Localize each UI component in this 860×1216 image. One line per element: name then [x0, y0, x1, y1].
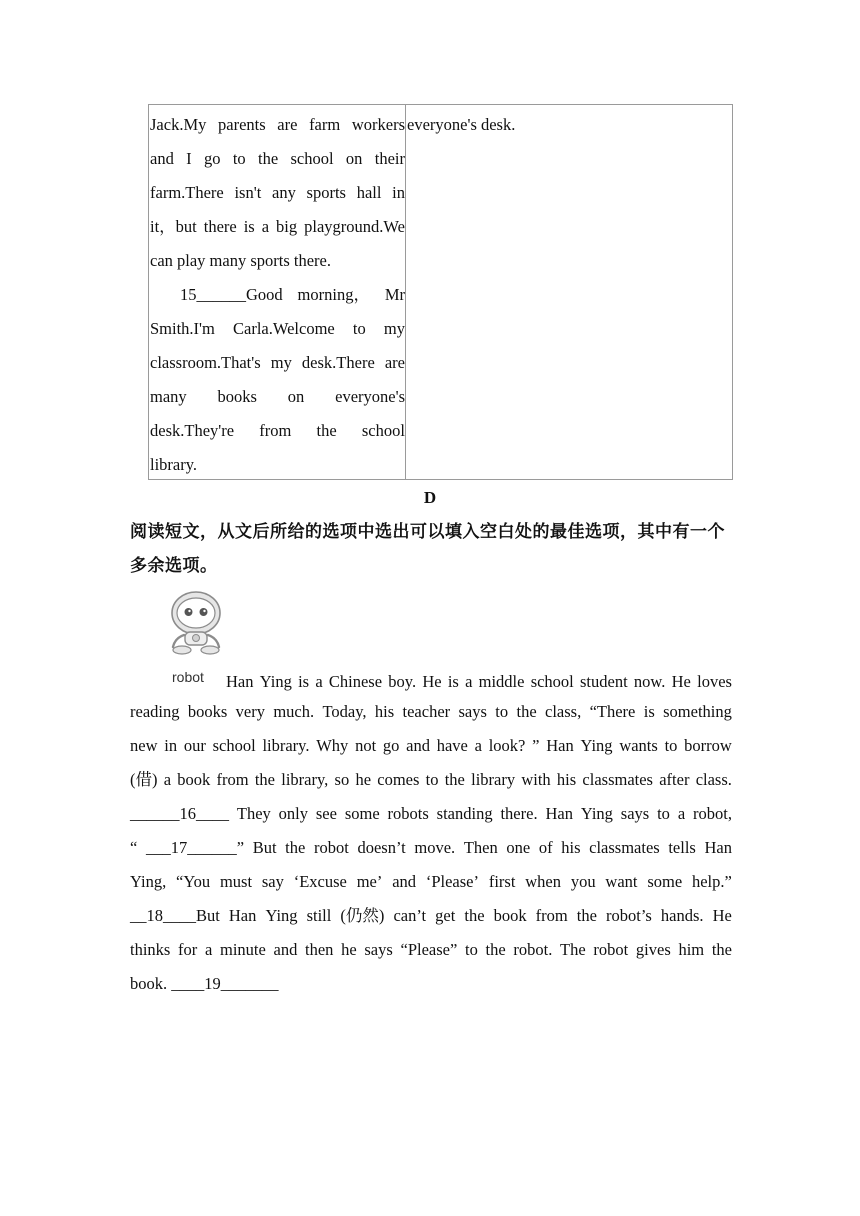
word: desk.They're [150, 421, 235, 440]
word: middle [478, 672, 525, 691]
word: says [364, 940, 393, 959]
word: tells [668, 838, 696, 857]
word: can’t [393, 906, 427, 925]
passage-line [130, 938, 732, 968]
word: from [216, 770, 249, 789]
word: and [392, 872, 417, 891]
word: class, [545, 702, 582, 721]
passage-line: book. ____19_______ [130, 974, 279, 993]
word: Ying, [130, 872, 167, 891]
word: says [458, 702, 487, 721]
table-left-line [150, 419, 405, 453]
word: it，but [150, 217, 197, 236]
word: one [506, 838, 531, 857]
word: many [150, 387, 187, 406]
word: not [355, 736, 377, 755]
word: the [576, 906, 597, 925]
word: a [465, 672, 473, 691]
table-cell-right [407, 113, 727, 147]
word: robots [387, 804, 429, 823]
word: farm.There [150, 183, 224, 202]
word: desk.There [301, 353, 375, 372]
word: my [383, 319, 405, 338]
word: standing [436, 804, 493, 823]
word: very [235, 702, 265, 721]
instruction-line-2: 多余选项。 [130, 556, 218, 576]
word: Then [463, 838, 498, 857]
robot-caption: robot [172, 669, 204, 685]
passage-line [130, 870, 732, 900]
word: to [495, 702, 509, 721]
word: the [254, 770, 276, 789]
word: books [187, 702, 228, 721]
word: Han [546, 736, 574, 755]
word: ___17______” [145, 838, 245, 857]
word: in [164, 736, 178, 755]
word: for [178, 940, 198, 959]
word: library, [281, 770, 329, 789]
word: is [447, 672, 459, 691]
word: student [580, 672, 628, 691]
word: get [435, 906, 456, 925]
word: new [130, 736, 158, 755]
word: classmates [582, 770, 653, 789]
word: boy. [388, 672, 417, 691]
table-column-divider [405, 105, 406, 479]
word: and [150, 149, 174, 168]
word: something [663, 702, 732, 721]
word: Why [316, 736, 349, 755]
passage-line [130, 904, 732, 934]
word: of [538, 838, 553, 857]
word: gives [635, 940, 671, 959]
word: any [272, 183, 296, 202]
word: 15______Good [180, 285, 283, 304]
word: you [570, 872, 596, 891]
word: loves [697, 672, 732, 691]
word: hall [356, 183, 382, 202]
word: move. [414, 838, 456, 857]
word: Mr [384, 285, 405, 304]
passage-line [130, 768, 732, 798]
word: big [276, 217, 298, 236]
table-cell-left [150, 113, 405, 487]
word: isn't [234, 183, 262, 202]
word: on [345, 149, 363, 168]
word: classmates [589, 838, 660, 857]
word: want [605, 872, 638, 891]
passage-line [130, 836, 732, 866]
word: the [516, 702, 537, 721]
robot-icon [165, 590, 227, 656]
word: “ [130, 838, 138, 857]
word: I [186, 149, 192, 168]
word: Han [226, 672, 254, 691]
word: when [525, 872, 561, 891]
word: the [485, 940, 506, 959]
table-left-line [150, 317, 405, 351]
passage-line [130, 802, 732, 832]
table-left-line [150, 113, 405, 147]
word: go [203, 149, 221, 168]
word: “Please” [400, 940, 458, 959]
word: __18____But [130, 906, 220, 925]
word: after [659, 770, 690, 789]
word: says [620, 804, 650, 823]
table-left-line [150, 215, 405, 249]
word: hands. [660, 906, 704, 925]
word: “You [176, 872, 211, 891]
word: there [203, 217, 237, 236]
word: to [664, 736, 678, 755]
word: library. [262, 736, 310, 755]
word: there. [500, 804, 538, 823]
word: Ying [580, 736, 613, 755]
word: still [306, 906, 332, 925]
section-title: D [423, 488, 437, 507]
word: Jack.My [150, 115, 207, 134]
word: everyone's [335, 387, 405, 406]
word: he [341, 940, 357, 959]
word: a [204, 940, 213, 959]
word: Ying [259, 672, 292, 691]
word: He [671, 672, 691, 691]
word: Today, [322, 702, 367, 721]
word: Ying [580, 804, 613, 823]
word: to [657, 804, 670, 823]
word: our [183, 736, 206, 755]
word: He [422, 672, 442, 691]
word: from [259, 421, 292, 440]
word: in [392, 183, 405, 202]
word: only [278, 804, 308, 823]
table-left-line [150, 147, 405, 181]
word: class. [695, 770, 732, 789]
word: the [711, 940, 732, 959]
word: so [334, 770, 350, 789]
word: on [287, 387, 305, 406]
word: book [177, 770, 211, 789]
word: must [219, 872, 253, 891]
word: Carla.Welcome [233, 319, 335, 338]
word: the [316, 421, 337, 440]
word: “There [589, 702, 636, 721]
word: are [384, 353, 405, 372]
word: look? [488, 736, 526, 755]
word: school [290, 149, 334, 168]
word: with [521, 770, 551, 789]
passage-line [226, 670, 732, 700]
word: first [488, 872, 516, 891]
table-left-line [150, 351, 405, 385]
word: workers [351, 115, 405, 134]
word: parents [218, 115, 266, 134]
word: from [535, 906, 568, 925]
table-left-line: library. [150, 455, 198, 474]
word: (借) [130, 770, 158, 789]
word: see [315, 804, 337, 823]
word: thinks [130, 940, 171, 959]
word: he [355, 770, 372, 789]
word: is [243, 217, 255, 236]
word: me’ [356, 872, 383, 891]
word: some [647, 872, 683, 891]
word: have [436, 736, 468, 755]
word: school [212, 736, 256, 755]
word: book [493, 906, 527, 925]
word: the [257, 149, 279, 168]
word: Han [545, 804, 573, 823]
word: much. [273, 702, 315, 721]
word: school [361, 421, 405, 440]
word: a [163, 770, 172, 789]
word: robot [313, 838, 349, 857]
instruction-line-1: 阅读短文，从文后所给的选项中选出可以填入空白处的最佳选项，其中有一个 [130, 522, 725, 542]
word: his [374, 702, 395, 721]
word: robot. [513, 940, 553, 959]
word: some [344, 804, 380, 823]
table-left-line: can play many sports there. [150, 251, 331, 270]
word: But [252, 838, 277, 857]
word: to [232, 149, 246, 168]
table-left-line [150, 385, 405, 419]
word: the [444, 770, 465, 789]
word: teacher [402, 702, 451, 721]
word: Han [228, 906, 257, 925]
word: the [285, 838, 306, 857]
word: sports [306, 183, 346, 202]
word: (仍然) [340, 906, 385, 925]
dialogue-table [148, 104, 733, 480]
word: morning， [297, 285, 370, 304]
word: ” [532, 736, 540, 755]
word: Smith.I'm [150, 319, 215, 338]
word: minute [219, 940, 266, 959]
word: my [270, 353, 292, 372]
word: go [382, 736, 400, 755]
word: help.” [691, 872, 732, 891]
word: He [712, 906, 732, 925]
word: robot, [693, 804, 732, 823]
word: the [464, 906, 485, 925]
word: books [217, 387, 257, 406]
word: The [560, 940, 586, 959]
table-left-line [150, 283, 405, 317]
word: library [471, 770, 516, 789]
word: his [561, 838, 581, 857]
word: is [298, 672, 310, 691]
word: robot [593, 940, 629, 959]
word: a [261, 217, 270, 236]
word: their [374, 149, 405, 168]
word: a [474, 736, 482, 755]
word: Ying [265, 906, 298, 925]
word: and [406, 736, 430, 755]
word: farm [309, 115, 341, 134]
word: They [236, 804, 271, 823]
word: wants [619, 736, 658, 755]
word: ______16____ [130, 804, 229, 823]
word: his [556, 770, 577, 789]
word: borrow [684, 736, 732, 755]
word: comes [377, 770, 420, 789]
word: robot’s [606, 906, 652, 925]
table-right-line: everyone's desk. [407, 115, 516, 134]
word: to [352, 319, 366, 338]
word: school [530, 672, 574, 691]
table-left-line [150, 181, 405, 215]
word: a [677, 804, 686, 823]
word: are [277, 115, 298, 134]
passage-line [130, 700, 732, 730]
word: to [425, 770, 439, 789]
word: him [678, 940, 705, 959]
word: is [643, 702, 655, 721]
word: reading [130, 702, 180, 721]
passage-line [130, 734, 732, 764]
word: doesn’t [357, 838, 406, 857]
word: classroom.That's [150, 353, 261, 372]
word: now. [633, 672, 666, 691]
word: then [305, 940, 334, 959]
word: and [273, 940, 298, 959]
word: playground.We [304, 217, 405, 236]
word: ‘Excuse [293, 872, 347, 891]
word: Han [704, 838, 732, 857]
word: a [315, 672, 323, 691]
word: to [465, 940, 478, 959]
word: say [261, 872, 284, 891]
word: ‘Please’ [425, 872, 479, 891]
word: Chinese [328, 672, 383, 691]
